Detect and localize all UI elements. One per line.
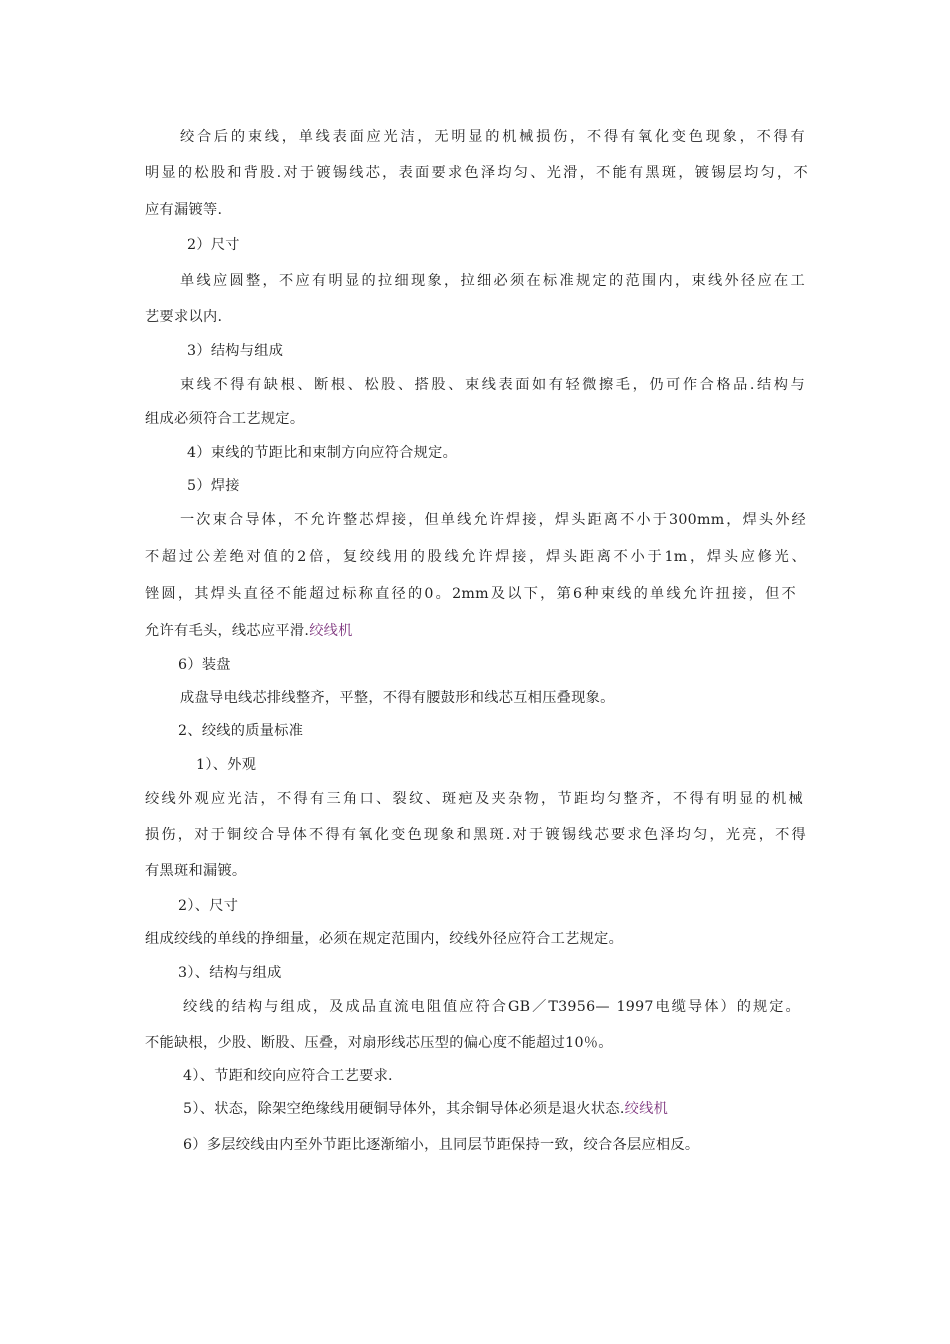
- section-heading: 4）束线的节距比和束制方向应符合规定。: [187, 445, 458, 461]
- paragraph-text: 允许有毛头，线芯应平滑.: [145, 623, 310, 639]
- section-heading: 2）、尺寸: [178, 898, 239, 914]
- paragraph-line: 应有漏镀等.: [145, 202, 223, 218]
- paragraph-line: 6）多层绞线由内至外节距比逐渐缩小，且同层节距保持一致，绞合各层应相反。: [183, 1137, 700, 1153]
- paragraph-line: 成盘导电线芯排线整齐，平整，不得有腰鼓形和线芯互相压叠现象。: [180, 690, 615, 706]
- section-heading: 3）、结构与组成: [178, 965, 282, 981]
- paragraph-line: 一次束合导体，不允许整芯焊接，但单线允许焊接，焊头距离不小于300mm，焊头外经: [180, 512, 806, 528]
- section-heading: 6）装盘: [178, 657, 231, 673]
- section-heading: 4）、节距和绞向应符合工艺要求.: [183, 1068, 393, 1084]
- paragraph-line: 艺要求以内.: [145, 309, 223, 325]
- paragraph-line: 有黑斑和漏镀。: [145, 863, 247, 879]
- paragraph-line: 单线应圆整，不应有明显的拉细现象，拉细必须在标准规定的范围内，束线外径应在工: [180, 273, 805, 289]
- paragraph-line: 束线不得有缺根、断根、松股、搭股、束线表面如有轻微擦毛，仍可作合格品.结构与: [180, 377, 805, 393]
- twist-machine-link[interactable]: 绞线机: [624, 1101, 669, 1117]
- section-heading: 2）尺寸: [187, 237, 240, 253]
- paragraph-line: 绞线的结构与组成，及成品直流电阻值应符合GB／T3956— 1997电缆导体）的规定。: [183, 999, 800, 1015]
- section-heading: 3）结构与组成: [187, 343, 284, 359]
- paragraph-line: 组成必须符合工艺规定。: [145, 411, 305, 427]
- paragraph-line: 绞线外观应光洁，不得有三角口、裂纹、斑疤及夹杂物，节距均匀整齐，不得有明显的机械: [145, 791, 803, 807]
- paragraph-line: 明显的松股和背股.对于镀锡线芯，表面要求色泽均匀、光滑，不能有黑斑，镀锡层均匀，不: [145, 165, 808, 181]
- section-heading: 1）、外观: [196, 757, 257, 773]
- twist-machine-link[interactable]: 绞线机: [309, 623, 353, 639]
- paragraph-line: 损伤，对于铜绞合导体不得有氧化变色现象和黑斑.对于镀锡线芯要求色泽均匀，光亮，不得: [145, 827, 806, 843]
- section-heading: 5）焊接: [187, 478, 240, 494]
- paragraph-line: [183, 1100, 668, 1118]
- paragraph-line: 锉圆，其焊头直径不能超过标称直径的0。2mm及以下，第6种束线的单线允许扭接，但不: [145, 586, 796, 602]
- paragraph-line: 绞合后的束线，单线表面应光洁，无明显的机械损伤，不得有氧化变色现象，不得有: [180, 129, 805, 145]
- section-heading: 2、绞线的质量标准: [178, 723, 304, 739]
- paragraph-line: [145, 622, 353, 640]
- paragraph-line: 组成绞线的单线的挣细量，必须在规定范围内，绞线外径应符合工艺规定。: [145, 931, 624, 947]
- paragraph-text: 5）、状态，除架空绝缘线用硬铜导体外，其余铜导体必须是退火状态.: [183, 1101, 625, 1117]
- paragraph-line: 不超过公差绝对值的2倍，复绞线用的股线允许焊接，焊头距离不小于1m，焊头应修光、: [145, 549, 806, 565]
- paragraph-line: 不能缺根，少股、断股、压叠，对扇形线芯压型的偏心度不能超过10％。: [145, 1035, 613, 1051]
